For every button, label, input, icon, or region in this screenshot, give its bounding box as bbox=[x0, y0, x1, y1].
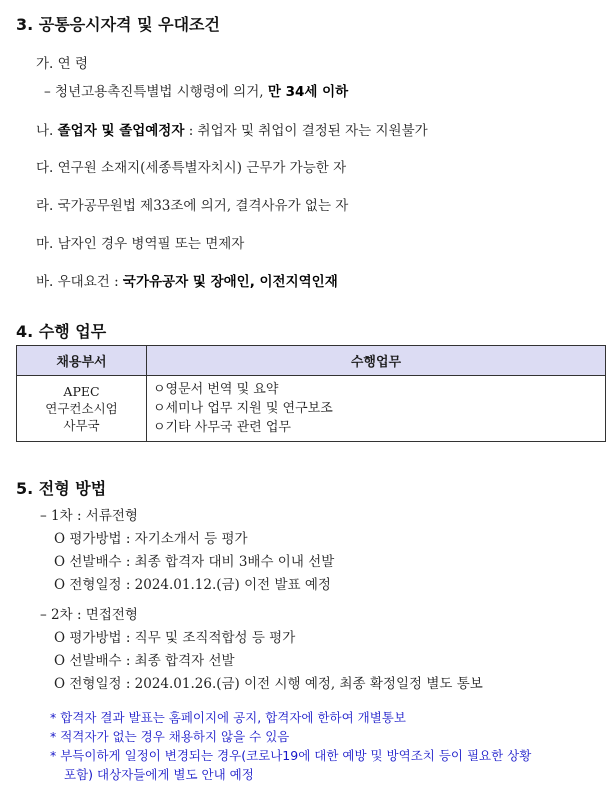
qualification-age-label: 가. 연 령 bbox=[36, 56, 88, 72]
department-line: 연구컨소시엄 bbox=[45, 401, 118, 416]
department-line: APEC bbox=[63, 384, 100, 399]
department-cell bbox=[17, 376, 147, 442]
duty-item: ㅇ세미나 업무 지원 및 연구보조 bbox=[153, 401, 333, 416]
qualification-public-servant-law: 라. 국가공무원법 제33조에 의거, 결격사유가 없는 자 bbox=[36, 198, 349, 214]
section-5-title: 5. 전형 방법 bbox=[16, 479, 107, 498]
stage-1-item: O 선발배수 : 최종 합격자 대비 3배수 이내 선발 bbox=[54, 554, 335, 570]
stage-1-item: O 평가방법 : 자기소개서 등 평가 bbox=[54, 531, 248, 547]
age-detail-text: – 청년고용촉진특별법 시행령에 의거, bbox=[44, 84, 268, 100]
note-line: * 합격자 결과 발표는 홈페이지에 공지, 합격자에 한하여 개별통보 bbox=[50, 710, 406, 725]
preference-bold: 국가유공자 및 장애인, 이전지역인재 bbox=[122, 274, 338, 290]
stage-2-item: O 전형일정 : 2024.01.26.(금) 이전 시행 예정, 최종 확정일정 별도 통보 bbox=[54, 676, 483, 692]
section-4-title: 4. 수행 업무 bbox=[16, 322, 107, 341]
graduate-prefix: 나. bbox=[36, 123, 58, 139]
duty-item: ㅇ기타 사무국 관련 업무 bbox=[153, 420, 291, 435]
section-3-title: 3. 공통응시자격 및 우대조건 bbox=[16, 15, 220, 34]
graduate-bold: 졸업자 및 졸업예정자 bbox=[57, 123, 185, 139]
qualification-age-detail bbox=[44, 80, 348, 100]
department-line: 사무국 bbox=[63, 418, 100, 433]
qualification-graduate bbox=[36, 119, 428, 139]
stage-2-item: O 선발배수 : 최종 합격자 선발 bbox=[54, 653, 235, 669]
duty-item: ㅇ영문서 번역 및 요약 bbox=[153, 382, 279, 397]
note-line: * 적격자가 없는 경우 채용하지 않을 수 있음 bbox=[50, 729, 290, 744]
stage-1-label: – 1차 : 서류전형 bbox=[40, 508, 138, 524]
qualification-preference bbox=[36, 270, 338, 290]
duty-table-row bbox=[17, 376, 606, 442]
stage-2-label: – 2차 : 면접전형 bbox=[40, 607, 138, 623]
qualification-military: 마. 남자인 경우 병역필 또는 면제자 bbox=[36, 236, 245, 252]
header-department: 채용부서 bbox=[17, 346, 147, 376]
note-line: * 부득이하게 일정이 변경되는 경우(코로나19에 대한 예방 및 방역조치 등이 필요한 상황 bbox=[50, 748, 532, 763]
graduate-rest: : 취업자 및 취업이 결정된 자는 지원불가 bbox=[184, 123, 428, 139]
age-limit-text: 만 34세 이하 bbox=[267, 84, 349, 100]
stage-2-item: O 평가방법 : 직무 및 조직적합성 등 평가 bbox=[54, 630, 296, 646]
stage-1-item: O 전형일정 : 2024.01.12.(금) 이전 발표 예정 bbox=[54, 577, 331, 593]
duties-cell bbox=[147, 376, 606, 442]
note-line: 포함) 대상자들에게 별도 안내 예정 bbox=[64, 767, 254, 782]
duty-table bbox=[16, 345, 606, 442]
qualification-location: 다. 연구원 소재지(세종특별자치시) 근무가 가능한 자 bbox=[36, 160, 347, 176]
duty-table-header-row bbox=[17, 346, 606, 376]
header-duties: 수행업무 bbox=[147, 346, 606, 376]
preference-prefix: 바. 우대요건 : bbox=[36, 274, 123, 290]
